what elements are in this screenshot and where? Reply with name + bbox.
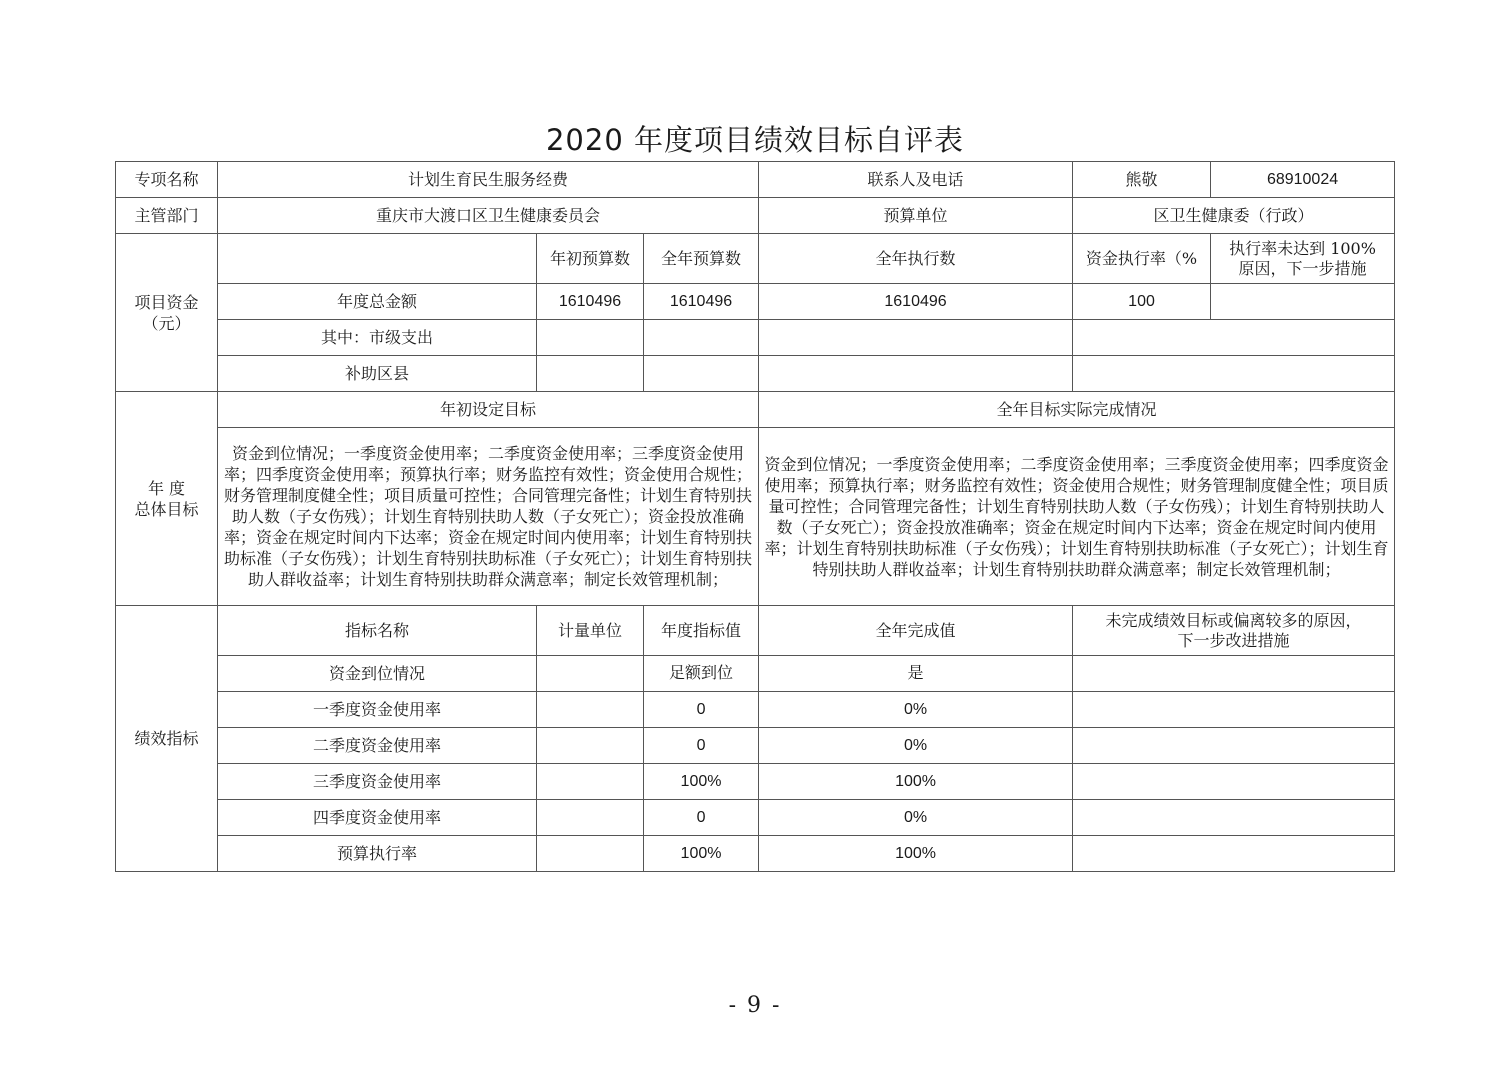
department-value: 重庆市大渡口区卫生健康委员会: [218, 198, 759, 234]
funds-row: [116, 320, 1395, 356]
funds-row-initial: [537, 356, 644, 392]
indicator-target: 0: [644, 800, 759, 836]
page-number: - 9 -: [728, 993, 782, 1018]
funds-row-initial: 1610496: [537, 284, 644, 320]
col-deviation-reason-line-1: 未完成绩效目标或偏离较多的原因，: [1105, 610, 1362, 630]
initial-goals-header: 年初设定目标: [218, 392, 759, 428]
col-indicator-name: 指标名称: [218, 606, 537, 656]
contact-name: 熊敬: [1073, 162, 1211, 198]
indicator-actual: 100%: [759, 836, 1073, 872]
funds-header-row: [116, 234, 1395, 284]
col-annual-target: 年度指标值: [644, 606, 759, 656]
project-name-value: 计划生育民生服务经费: [218, 162, 759, 198]
indicator-unit: [537, 692, 644, 728]
indicator-reason: [1073, 656, 1395, 692]
indicator-name: 三季度资金使用率: [218, 764, 537, 800]
indicator-actual: 0%: [759, 692, 1073, 728]
indicator-row: [116, 692, 1395, 728]
indicator-row: [116, 728, 1395, 764]
col-deviation-reason: [1073, 606, 1395, 656]
col-execution-rate: 资金执行率（%: [1073, 234, 1211, 284]
funds-section-label: [116, 234, 218, 392]
project-name-label: 专项名称: [116, 162, 218, 198]
col-annual-actual: 全年完成值: [759, 606, 1073, 656]
funds-row-executed: [759, 320, 1073, 356]
funds-blank-header: [218, 234, 537, 284]
indicator-unit: [537, 656, 644, 692]
indicator-target: 0: [644, 692, 759, 728]
indicator-unit: [537, 764, 644, 800]
indicator-name: 一季度资金使用率: [218, 692, 537, 728]
indicator-actual: 0%: [759, 728, 1073, 764]
indicator-name: 预算执行率: [218, 836, 537, 872]
indicator-reason: [1073, 800, 1395, 836]
indicator-actual: 100%: [759, 764, 1073, 800]
department-label: 主管部门: [116, 198, 218, 234]
indicator-row: [116, 836, 1395, 872]
col-executed: 全年执行数: [759, 234, 1073, 284]
funds-row: [116, 284, 1395, 320]
col-unit: 计量单位: [537, 606, 644, 656]
indicators-header-row: [116, 606, 1395, 656]
col-deviation-reason-line-2: 下一步改进措施: [1177, 630, 1290, 650]
funds-row-label: 补助区县: [218, 356, 537, 392]
funds-label-line-2: （元）: [142, 313, 191, 333]
funds-label-line-1: 项目资金: [134, 292, 199, 312]
indicator-target: 100%: [644, 836, 759, 872]
indicator-reason: [1073, 836, 1395, 872]
funds-row-reason: [1211, 284, 1395, 320]
indicator-name: 四季度资金使用率: [218, 800, 537, 836]
col-rate-reason-line-2: 原因，下一步措施: [1238, 258, 1367, 278]
indicator-target: 100%: [644, 764, 759, 800]
budget-unit-label: 预算单位: [759, 198, 1073, 234]
indicator-reason: [1073, 764, 1395, 800]
department-row: [116, 198, 1395, 234]
indicators-section-label: 绩效指标: [116, 606, 218, 872]
funds-row-label: 年度总金额: [218, 284, 537, 320]
budget-unit-value: 区卫生健康委（行政）: [1073, 198, 1395, 234]
contact-label: 联系人及电话: [759, 162, 1073, 198]
funds-row-rate: [1073, 356, 1395, 392]
page-title: 2020 年度项目绩效目标自评表: [545, 123, 965, 157]
initial-goals-text: 资金到位情况；一季度资金使用率；二季度资金使用率；三季度资金使用率；四季度资金使用率；预算执行率；财务监控有效性；资金使用合规性；财务管理制度健全性；项目质量可控性；合同管理完备性；计划生育特别扶助人数（子女伤残）；计划生育特别扶助人数（子女死亡）；资金投放准确率；资金在规定时间内下达率；资金在规定时间内使用率；计划生育特别扶助标准（子女伤残）；计划生育特别扶助标准（子女死亡）；计划生育特别扶助人群收益率；计划生育特别扶助群众满意率；制定长效管理机制；: [218, 428, 759, 606]
indicator-reason: [1073, 692, 1395, 728]
goals-section-label: [116, 392, 218, 606]
funds-row-rate: [1073, 320, 1395, 356]
indicator-row: [116, 764, 1395, 800]
indicator-name: 二季度资金使用率: [218, 728, 537, 764]
indicator-unit: [537, 728, 644, 764]
indicator-actual: 是: [759, 656, 1073, 692]
funds-row-initial: [537, 320, 644, 356]
funds-row-label: 其中：市级支出: [218, 320, 537, 356]
funds-row-full-year: [644, 320, 759, 356]
goals-label-line-1: 年 度: [147, 478, 186, 498]
funds-row-full-year: 1610496: [644, 284, 759, 320]
evaluation-form-table: [115, 161, 1395, 872]
indicator-row: [116, 800, 1395, 836]
indicator-reason: [1073, 728, 1395, 764]
indicator-target: 足额到位: [644, 656, 759, 692]
funds-row: [116, 356, 1395, 392]
indicator-target: 0: [644, 728, 759, 764]
goals-label-line-2: 总体目标: [134, 499, 199, 519]
col-rate-reason: [1211, 234, 1395, 284]
indicator-unit: [537, 800, 644, 836]
indicator-row: [116, 656, 1395, 692]
actual-goals-header: 全年目标实际完成情况: [759, 392, 1395, 428]
funds-row-full-year: [644, 356, 759, 392]
actual-goals-text: 资金到位情况；一季度资金使用率；二季度资金使用率；三季度资金使用率；四季度资金使用率；预算执行率；财务监控有效性；资金使用合规性；财务管理制度健全性；项目质量可控性；合同管理完备性；计划生育特别扶助人数（子女伤残）；计划生育特别扶助人数（子女死亡）；资金投放准确率；资金在规定时间内下达率；资金在规定时间内使用率；计划生育特别扶助标准（子女伤残）；计划生育特别扶助标准（子女死亡）；计划生育特别扶助人群收益率；计划生育特别扶助群众满意率；制定长效管理机制；: [759, 428, 1395, 606]
col-full-year-budget: 全年预算数: [644, 234, 759, 284]
indicator-name: 资金到位情况: [218, 656, 537, 692]
contact-phone: 68910024: [1211, 162, 1395, 198]
project-row: [116, 162, 1395, 198]
col-initial-budget: 年初预算数: [537, 234, 644, 284]
col-rate-reason-line-1: 执行率未达到 100%: [1229, 238, 1376, 258]
indicator-actual: 0%: [759, 800, 1073, 836]
funds-row-executed: [759, 356, 1073, 392]
indicator-unit: [537, 836, 644, 872]
goals-text-row: [116, 428, 1395, 606]
goals-header-row: [116, 392, 1395, 428]
funds-row-executed: 1610496: [759, 284, 1073, 320]
funds-row-rate: 100: [1073, 284, 1211, 320]
